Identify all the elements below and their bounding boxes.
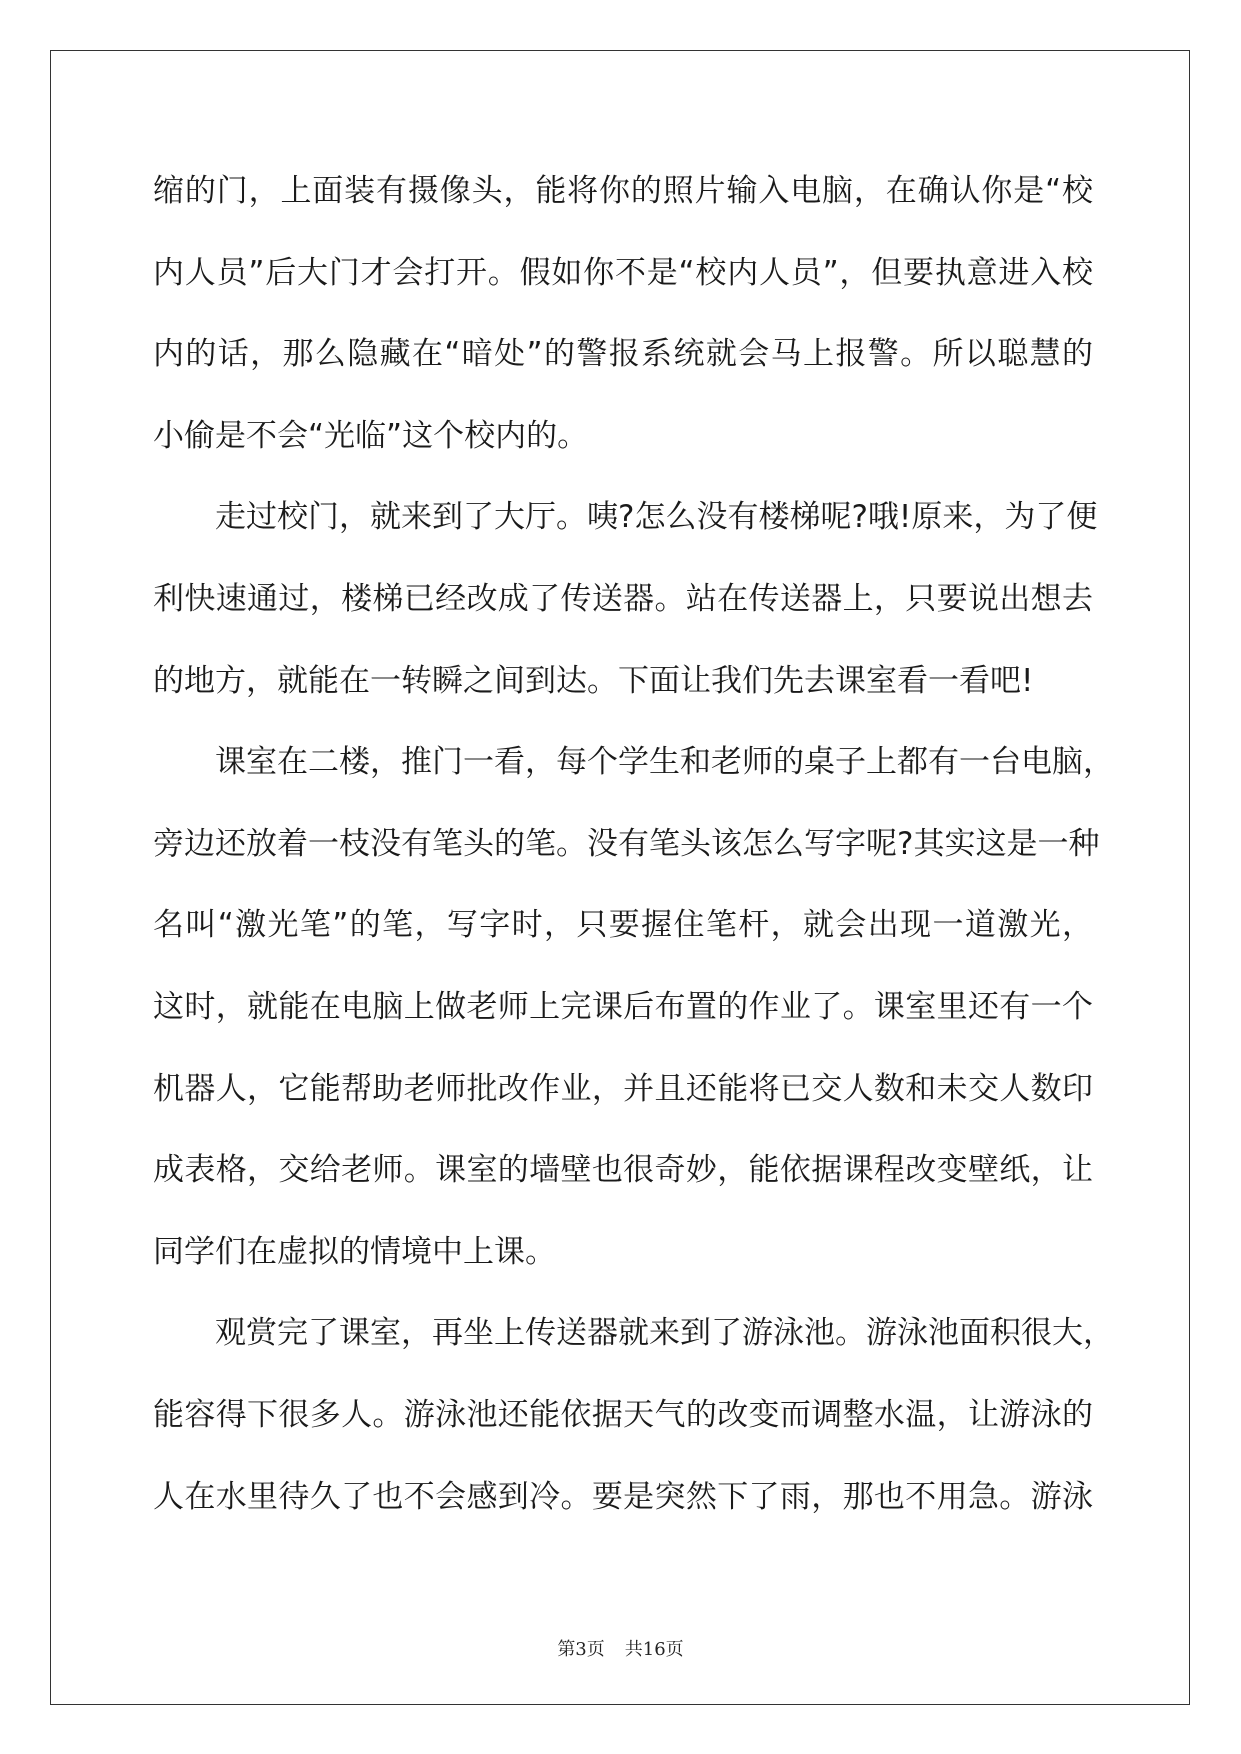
page-total: 共16页	[624, 1639, 684, 1660]
text-line: 人在水里待久了也不会感到冷。要是突然下了雨，那也不用急。游泳	[153, 1478, 1093, 1515]
text-line: 观赏完了课室，再坐上传送器就来到了游泳池。游泳池面积很大，	[215, 1315, 1114, 1352]
text-line: 内的话，那么隐藏在“暗处”的警报系统就会马上报警。所以聪慧的	[153, 336, 1093, 373]
text-line: 同学们在虚拟的情境中上课。	[153, 1233, 556, 1270]
text-line: 能容得下很多人。游泳池还能依据天气的改变而调整水温，让游泳的	[153, 1396, 1093, 1433]
text-line: 名叫“激光笔”的笔，写字时，只要握住笔杆，就会出现一道激光，	[153, 907, 1093, 944]
text-line: 旁边还放着一枝没有笔头的笔。没有笔头该怎么写字呢?其实这是一种	[153, 825, 1100, 862]
text-line: 走过校门，就来到了大厅。咦?怎么没有楼梯呢?哦!原来，为了便	[215, 499, 1098, 536]
page-footer	[0, 1638, 1241, 1662]
document-body	[153, 160, 1114, 1547]
text-line: 机器人，它能帮助老师批改作业，并且还能将已交人数和未交人数印	[153, 1070, 1093, 1107]
text-line: 课室在二楼，推门一看，每个学生和老师的桌子上都有一台电脑，	[215, 744, 1114, 781]
text-line: 成表格，交给老师。课室的墙壁也很奇妙，能依据课程改变壁纸，让	[153, 1152, 1093, 1189]
text-line: 利快速通过，楼梯已经改成了传送器。站在传送器上，只要说出想去	[153, 580, 1093, 617]
text-line: 的地方，就能在一转瞬之间到达。下面让我们先去课室看一看吧!	[153, 662, 1034, 699]
text-line: 缩的门，上面装有摄像头，能将你的照片输入电脑，在确认你是“校	[153, 173, 1093, 209]
page-number: 第3页	[557, 1639, 605, 1660]
text-line: 这时，就能在电脑上做老师上完课后布置的作业了。课室里还有一个	[153, 988, 1093, 1025]
text-line: 小偷是不会“光临”这个校内的。	[153, 417, 589, 454]
text-line: 内人员”后大门才会打开。假如你不是“校内人员”，但要执意进入校	[153, 254, 1093, 291]
